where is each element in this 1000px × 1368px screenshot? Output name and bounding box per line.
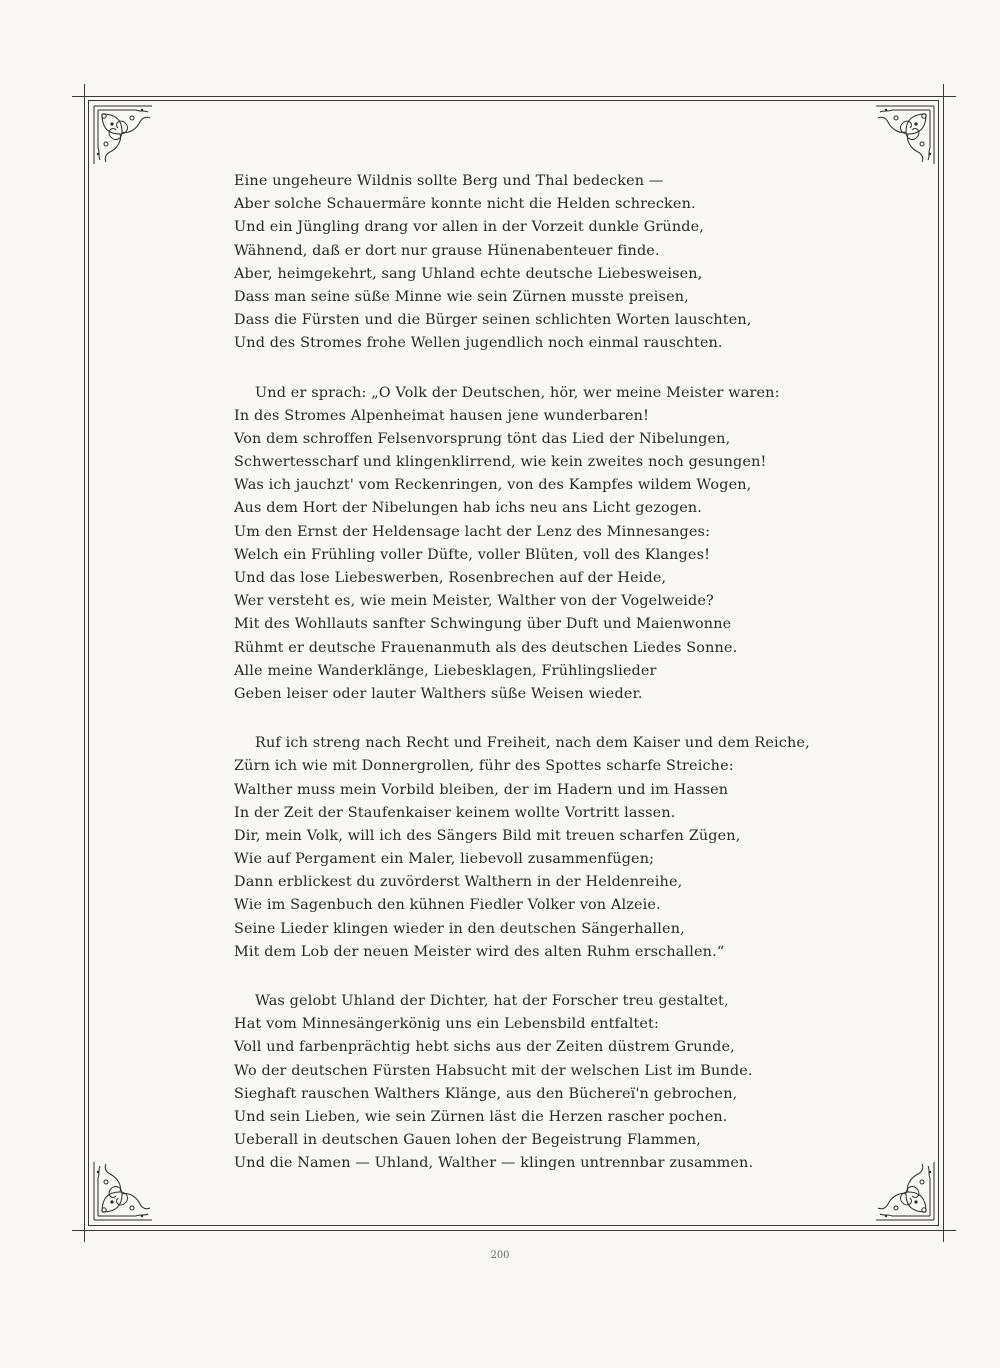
stanza xyxy=(234,170,794,356)
verse-line: Schwertesscharf und klingenklirrend, wie kein zweites noch gesungen! xyxy=(234,454,767,471)
verse-line: Dass man seine süße Minne wie sein Zürnen musste preisen, xyxy=(234,288,689,305)
verse-line: Voll und farbenprächtig hebt sichs aus der Zeiten düstrem Grunde, xyxy=(234,1039,735,1056)
verse-line: Und er sprach: „O Volk der Deutschen, hör, wer meine Meister waren: xyxy=(255,384,780,401)
corner-ornament-icon xyxy=(92,1160,154,1222)
verse-line: Wie im Sagenbuch den kühnen Fiedler Volker von Alzeie. xyxy=(234,897,661,914)
verse-line: Welch ein Frühling voller Düfte, voller Blüten, voll des Klanges! xyxy=(234,546,711,563)
stanza xyxy=(234,732,810,964)
verse-line: Wie auf Pergament ein Maler, liebevoll zusammenfügen; xyxy=(234,851,655,868)
verse-line: Eine ungeheure Wildnis sollte Berg und Thal bedecken — xyxy=(234,173,664,189)
corner-ornament-icon xyxy=(92,104,154,166)
frame-rule-left xyxy=(84,84,85,1242)
verse-line: Ueberall in deutschen Gauen lohen der Begeistrung Flammen, xyxy=(234,1132,701,1149)
corner-ornament-top-left xyxy=(92,104,154,166)
verse-line: Und ein Jüngling drang vor allen in der Vorzeit dunkle Gründe, xyxy=(234,219,705,236)
verse-line: Und das lose Liebeswerben, Rosenbrechen auf der Heide, xyxy=(234,570,667,586)
verse-line: Und sein Lieben, wie sein Zürnen läst die Herzen rascher pochen. xyxy=(234,1108,728,1125)
verse-line: Wähnend, daß er dort nur grause Hünenabenteuer finde. xyxy=(234,242,660,259)
stanza xyxy=(234,990,794,1176)
stanza xyxy=(234,382,794,707)
verse-line: Rühmt er deutsche Frauenanmuth als des deutschen Liedes Sonne. xyxy=(234,639,738,656)
verse-line: Und des Stromes frohe Wellen jugendlich noch einmal rauschten. xyxy=(234,335,723,352)
verse-line: Dass die Fürsten und die Bürger seinen schlichten Worten lauschten, xyxy=(234,312,752,329)
verse-line: Sieghaft rauschen Walthers Klänge, aus den Büchereï'n gebrochen, xyxy=(234,1085,738,1102)
verse-line: Mit des Wohllauts sanfter Schwingung über Duft und Maienwonne xyxy=(234,616,732,633)
verse-line: In des Stromes Alpenheimat hausen jene wunderbaren! xyxy=(234,407,650,424)
verse-line: Mit dem Lob der neuen Meister wird des alten Ruhm erschallen.“ xyxy=(234,943,725,960)
frame-rule-top xyxy=(72,96,956,97)
verse-line: Um den Ernst der Heldensage lacht der Lenz des Minnesanges: xyxy=(234,523,711,540)
poem-body xyxy=(234,170,810,1202)
verse-line: Walther muss mein Vorbild bleiben, der im Hadern und im Hassen xyxy=(234,781,729,798)
corner-ornament-top-right xyxy=(874,104,936,166)
verse-line: Von dem schroffen Felsenvorsprung tönt das Lied der Nibelungen, xyxy=(234,430,731,447)
corner-ornament-icon xyxy=(874,104,936,166)
corner-ornament-icon xyxy=(874,1160,936,1222)
verse-line: Aber solche Schauermäre konnte nicht die Helden schrecken. xyxy=(234,196,696,213)
verse-line: Zürn ich wie mit Donnergrollen, führ des Spottes scharfe Streiche: xyxy=(234,758,734,775)
verse-line: Und die Namen — Uhland, Walther — klingen untrennbar zusammen. xyxy=(234,1155,754,1172)
corner-ornament-bottom-left xyxy=(92,1160,154,1222)
verse-line: Wo der deutschen Fürsten Habsucht mit der welschen List im Bunde. xyxy=(234,1062,753,1079)
verse-line: Ruf ich streng nach Recht und Freiheit, nach dem Kaiser und dem Reiche, xyxy=(255,735,810,752)
page-number: 200 xyxy=(490,1250,510,1261)
verse-line: Was gelobt Uhland der Dichter, hat der Forscher treu gestaltet, xyxy=(255,993,729,1009)
corner-ornament-bottom-right xyxy=(874,1160,936,1222)
verse-line: Wer versteht es, wie mein Meister, Walther von der Vogelweide? xyxy=(234,593,714,610)
verse-line: Hat vom Minnesängerkönig uns ein Lebensbild entfaltet: xyxy=(234,1016,659,1033)
frame-rule-bottom xyxy=(72,1230,956,1231)
verse-line: Geben leiser oder lauter Walthers süße Weisen wieder. xyxy=(234,685,643,702)
verse-line: Was ich jauchzt' vom Reckenringen, von des Kampfes wildem Wogen, xyxy=(234,477,752,494)
verse-line: Dir, mein Volk, will ich des Sängers Bild mit treuen scharfen Zügen, xyxy=(234,827,741,844)
verse-line: Seine Lieder klingen wieder in den deutschen Sängerhallen, xyxy=(234,920,685,937)
verse-line: Dann erblickest du zuvörderst Walthern in der Heldenreihe, xyxy=(234,874,683,891)
frame-rule-right xyxy=(943,84,944,1242)
verse-line: In der Zeit der Staufenkaiser keinem wollte Vortritt lassen. xyxy=(234,804,676,821)
verse-line: Aber, heimgekehrt, sang Uhland echte deutsche Liebesweisen, xyxy=(234,265,703,282)
verse-line: Aus dem Hort der Nibelungen hab ichs neu ans Licht gezogen. xyxy=(234,500,703,517)
verse-line: Alle meine Wanderklänge, Liebesklagen, Frühlingslieder xyxy=(234,662,657,679)
